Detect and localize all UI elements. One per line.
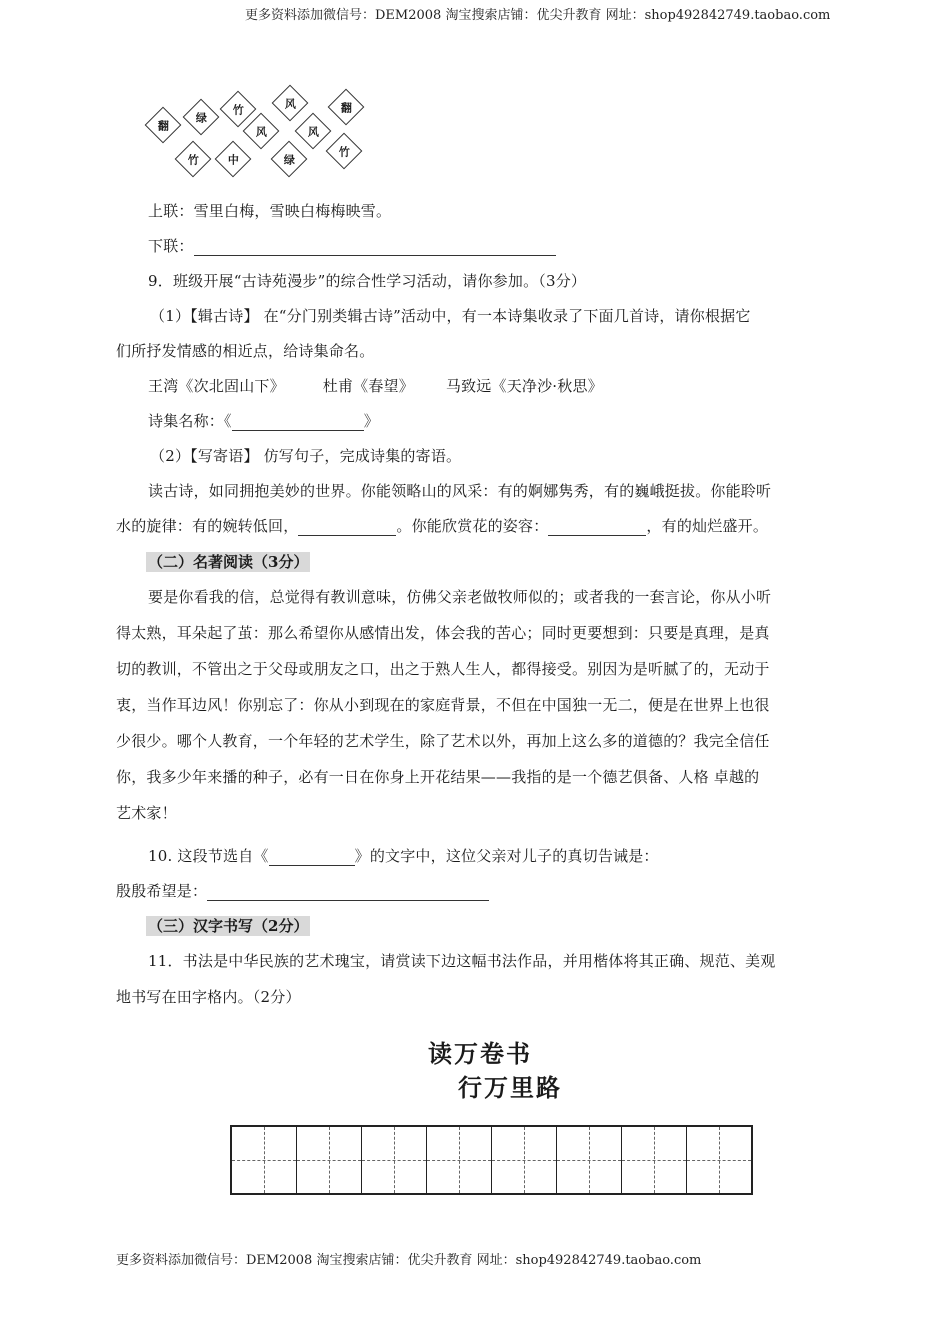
calligraphy-line1: 读万卷书: [428, 1040, 532, 1068]
passage-line: 你，我多少年来播的种子，必有一日在你身上开花结果——我指的是一个德艺俱备、人格 卓越的: [116, 768, 760, 786]
tianzige-cell[interactable]: [622, 1127, 687, 1193]
section-3-title: [146, 915, 310, 936]
poem-item: 王湾《次北固山下》: [148, 377, 285, 395]
q9-p1-line2: 们所抒发情感的相近点，给诗集命名。: [116, 342, 375, 360]
tianzige-cell[interactable]: [687, 1127, 751, 1193]
q10-line1: [148, 846, 659, 866]
passage-line: 要是你看我的信，总觉得有教训意味，仿佛父亲老做牧师似的；或者我的一套言论，你从小听: [148, 588, 772, 606]
q9-p2-line2-part: ，有的灿烂盛开。: [646, 517, 769, 535]
q9-p1-line1: （1）【辑古诗】 在“分门别类辑古诗”活动中，有一本诗集收录了下面几首诗，请你根据它: [150, 307, 751, 325]
q9-p2-line2-part: 。你能欣赏花的姿容：: [396, 517, 549, 535]
q9-p2: （2）【写寄语】 仿写句子，完成诗集的寄语。: [150, 447, 462, 465]
passage-line: 少很少。哪个人教育，一个年轻的艺术学生，除了艺术以外，再加上这么多的道德的？我完全信任: [116, 732, 770, 750]
tile: [272, 85, 309, 122]
q10-line2-label: 殷殷希望是：: [116, 882, 208, 900]
tile: [175, 141, 212, 178]
q9-p2-line1: 读古诗，如同拥抱美妙的世界。你能领略山的风采：有的婀娜隽秀，有的巍峨挺拔。你能聆听: [148, 482, 772, 500]
tile-char: 竹: [187, 153, 199, 166]
tile-char: 翻: [157, 119, 169, 132]
q9-p2-line2: [116, 516, 768, 536]
q9-p2-line2-part: 水的旋律：有的婉转低回，: [116, 517, 299, 535]
tile-char: 风: [255, 125, 267, 138]
couplet-lower: [148, 236, 556, 256]
page-footer: 更多资料添加微信号：DEM2008 淘宝搜索店铺：优尖升教育 网址：shop492842749.taobao.com: [116, 1253, 702, 1268]
hope-blank[interactable]: [207, 884, 489, 901]
q11-line2: 地书写在田字格内。（2分）: [116, 988, 301, 1006]
section-3-title-text: （三）汉字书写（2分）: [148, 917, 309, 935]
tile: [326, 133, 363, 170]
poem-item: 杜甫《春望》: [322, 377, 414, 395]
couplet-upper: 上联：雪里白梅，雪映白梅梅映雪。: [148, 202, 392, 220]
section-2-title: [146, 551, 310, 572]
q10-line2: [116, 881, 489, 901]
tianzige-cell[interactable]: [297, 1127, 362, 1193]
q9-stem: 9．班级开展“古诗苑漫步”的综合性学习活动，请你参加。（3分）: [148, 272, 587, 290]
passage-line: 衷，当作耳边风！你别忘了：你从小到现在的家庭背景，不但在中国独一无二，便是在世界上也很: [116, 696, 770, 714]
anthology-name-label: 诗集名称：《: [148, 412, 232, 430]
q11-line1: 11．书法是中华民族的艺术瑰宝，请赏读下边这幅书法作品，并用楷体将其正确、规范、美观: [148, 952, 776, 970]
tianzige-cell[interactable]: [362, 1127, 427, 1193]
tianzige-cell[interactable]: [557, 1127, 622, 1193]
tile: [328, 89, 365, 126]
imitation-blank-2[interactable]: [548, 519, 646, 536]
tile-char: 风: [284, 97, 296, 110]
book-title-blank[interactable]: [269, 849, 355, 866]
tile-char: 翻: [340, 101, 352, 114]
poem-item: 马致远《天净沙·秋思》: [445, 377, 603, 395]
tile-char: 竹: [232, 103, 244, 116]
tile: [243, 113, 280, 150]
tianzige-grid: [230, 1125, 753, 1195]
tile: [215, 141, 252, 178]
tile: [295, 113, 332, 150]
tile-char: 风: [307, 125, 319, 138]
anthology-name-close: 》: [363, 412, 379, 430]
tile-char: 绿: [195, 111, 207, 124]
tianzige-cell[interactable]: [427, 1127, 492, 1193]
q10-part: 》的文字中，这位父亲对儿子的真切告诫是：: [354, 847, 659, 865]
passage-line: 切的教训，不管出之于父母或朋友之口，出之于熟人生人，都得接受。别因为是听腻了的，无动于: [116, 660, 770, 678]
tile-char: 中: [227, 153, 239, 166]
page-header: 更多资料添加微信号：DEM2008 淘宝搜索店铺：优尖升教育 网址：shop492842749.taobao.com: [245, 8, 831, 23]
tile: [145, 107, 182, 144]
section-2-title-text: （二）名著阅读（3分）: [148, 553, 309, 571]
tianzige-cell[interactable]: [232, 1127, 297, 1193]
passage-line: 得太熟，耳朵起了茧：那么希望你从感情出发，体会我的苦心；同时更要想到：只要是真理，是真: [116, 624, 770, 642]
tile: [271, 141, 308, 178]
couplet-lower-label: 下联：: [148, 237, 194, 255]
tile-char: 绿: [283, 153, 295, 166]
tile-char: 竹: [338, 145, 350, 158]
poem-list: [148, 376, 603, 396]
anthology-name-blank[interactable]: [232, 414, 364, 431]
q10-part: 10. 这段节选自《: [148, 847, 269, 865]
passage-line: 艺术家！: [116, 804, 177, 822]
tianzige-cell[interactable]: [492, 1127, 557, 1193]
tile: [183, 99, 220, 136]
couplet-lower-blank[interactable]: [194, 239, 556, 256]
calligraphy-line2: 行万里路: [458, 1074, 562, 1102]
anthology-name: [148, 411, 379, 431]
imitation-blank-1[interactable]: [298, 519, 396, 536]
